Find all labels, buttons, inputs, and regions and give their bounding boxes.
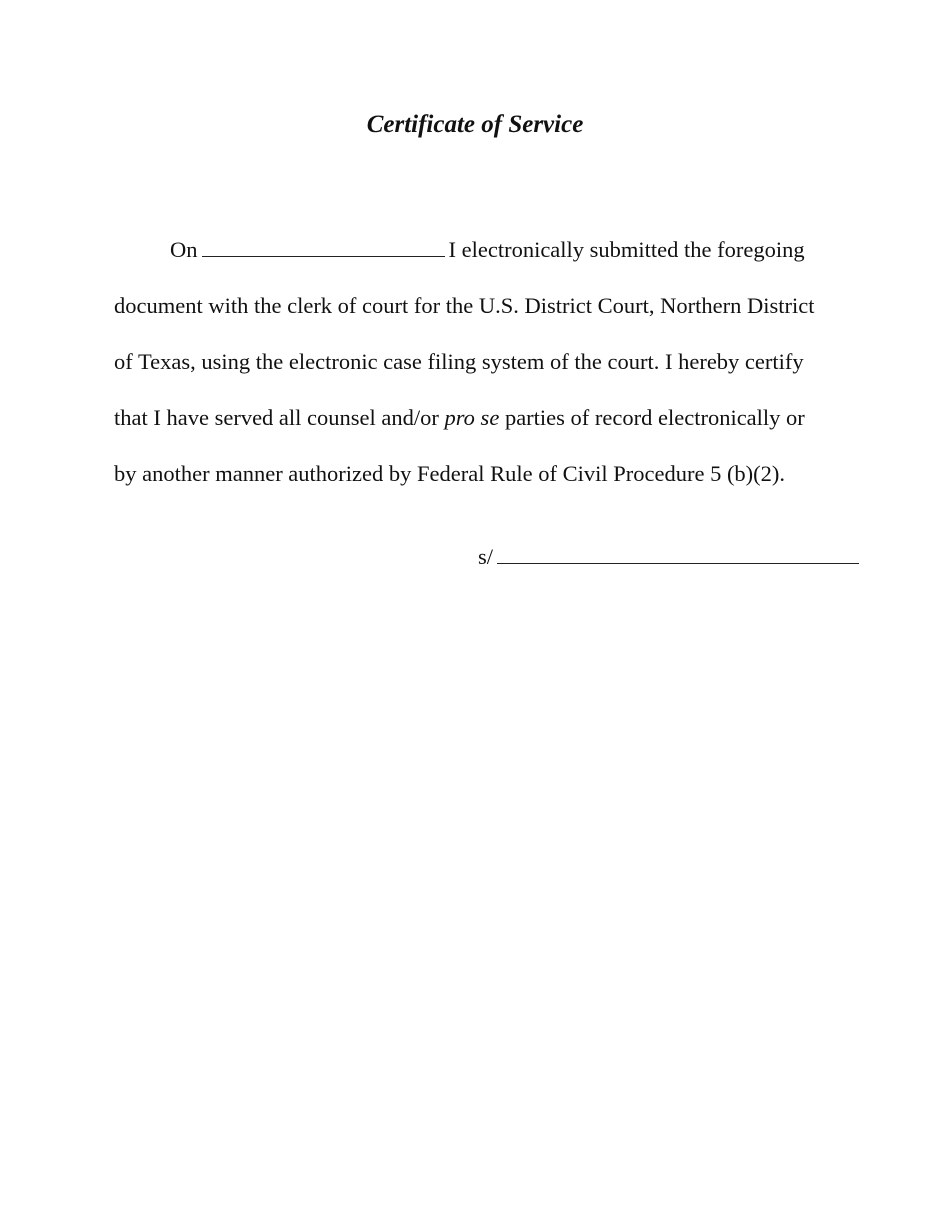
signature-line	[497, 543, 859, 564]
line4-prefix: that I have served all counsel and/or	[114, 405, 445, 430]
paragraph-line-5: by another manner authorized by Federal Rule of Civil Procedure 5 (b)(2).	[114, 461, 786, 486]
line4-suffix: parties of record electronically or	[499, 405, 805, 430]
line1-text: I electronically submitted the foregoing	[448, 237, 805, 262]
signature-block	[478, 540, 859, 574]
signature-prefix: s/	[478, 544, 494, 569]
paragraph-line-4	[114, 390, 850, 446]
date-blank-line	[202, 238, 445, 257]
paragraph-line-1	[114, 222, 850, 278]
pro-se-term: pro se	[444, 405, 500, 430]
paragraph-line-2: document with the clerk of court for the U.S. District Court, Northern District	[114, 293, 815, 318]
document-title: Certificate of Service	[366, 111, 584, 138]
certificate-paragraph	[114, 222, 850, 502]
on-label: On	[170, 237, 198, 262]
paragraph-line-3: of Texas, using the electronic case filing system of the court. I hereby certify	[114, 349, 804, 374]
